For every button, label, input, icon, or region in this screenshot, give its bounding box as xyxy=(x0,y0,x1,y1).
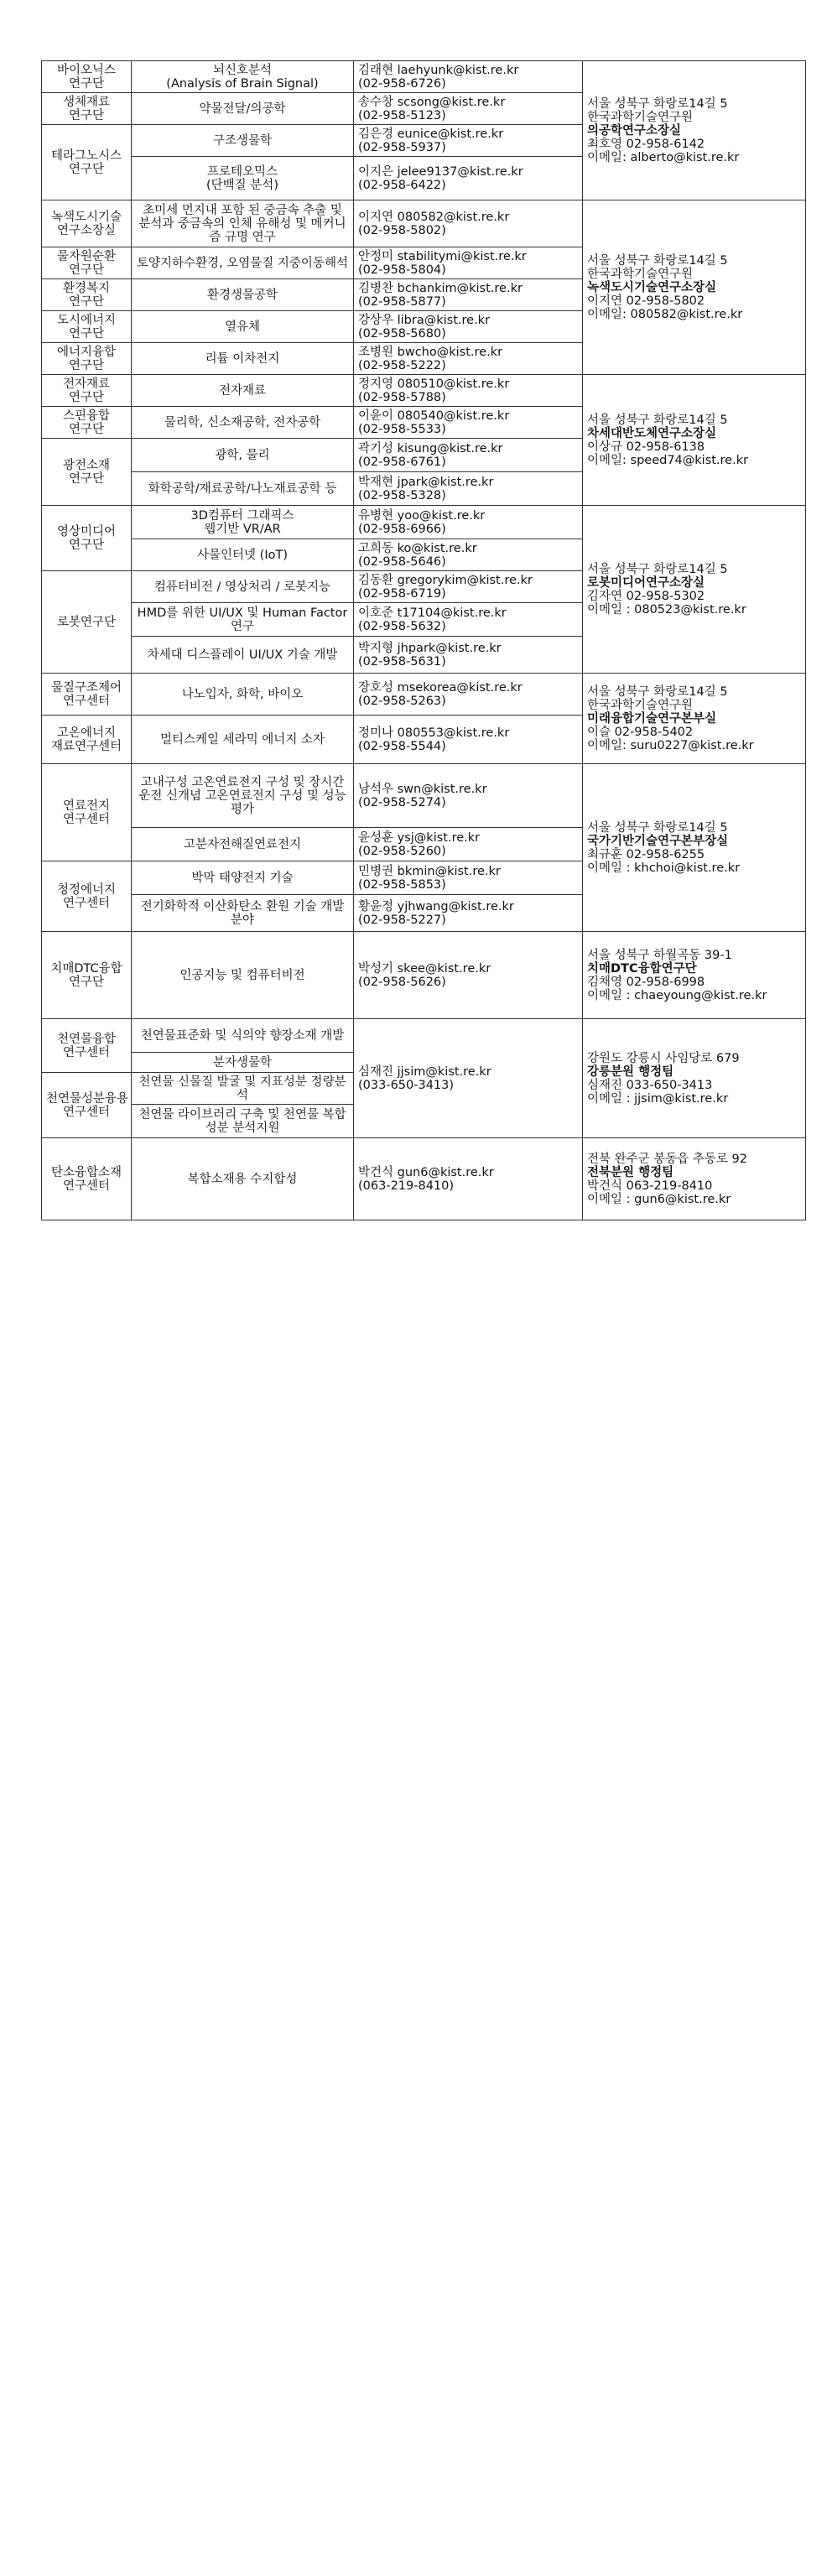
office-contact: 김자연 02-958-5302 xyxy=(587,589,705,603)
research-area-cell xyxy=(132,1105,354,1138)
office-name: 치매DTC융합연구단 xyxy=(587,961,697,976)
dept-name: 도시에너지 연구단 xyxy=(56,313,117,341)
research-area: 컴퓨터비전 / 영상처리 / 로봇지능 xyxy=(153,580,331,594)
research-area-cell xyxy=(132,247,354,279)
office-email[interactable]: 이메일: suru0227@kist.re.kr xyxy=(587,738,754,752)
dept-cell xyxy=(42,571,132,674)
contact-info: 박재현 jpark@kist.re.kr (02-958-5328) xyxy=(358,475,494,502)
dept-cell xyxy=(42,200,132,247)
dept-cell xyxy=(42,247,132,279)
research-area: 광학, 물리 xyxy=(215,448,270,462)
research-area-cell xyxy=(132,539,354,571)
contact-directory-table xyxy=(41,60,806,1220)
contact-cell xyxy=(354,279,583,311)
table-row xyxy=(42,1019,806,1053)
contact-cell xyxy=(354,637,583,674)
research-area: 구조생물학 xyxy=(212,133,273,148)
table-row xyxy=(42,375,806,407)
address-cell xyxy=(583,200,806,375)
address-cell xyxy=(583,674,806,764)
contact-cell xyxy=(354,439,583,472)
contact-info: 이지연 080582@kist.re.kr (02-958-5802) xyxy=(358,210,510,237)
research-area-cell xyxy=(132,439,354,472)
research-area: 사물인터넷 (IoT) xyxy=(197,548,288,562)
research-area: 분자생물학 xyxy=(212,1055,273,1069)
contact-cell xyxy=(354,828,583,861)
dept-name: 바이오닉스 연구단 xyxy=(56,63,117,91)
address-cell xyxy=(583,375,806,506)
contact-cell xyxy=(354,407,583,439)
dept-name: 천연물융합 연구센터 xyxy=(56,1032,117,1059)
address-line: 서울 성북구 화랑로14길 5 xyxy=(587,253,728,268)
research-area-cell xyxy=(132,93,354,125)
research-area-cell xyxy=(132,932,354,1019)
research-area-cell xyxy=(132,716,354,764)
address-cell xyxy=(583,506,806,674)
research-area: 리튬 이차전지 xyxy=(205,351,280,366)
research-area-cell xyxy=(132,61,354,93)
dept-cell xyxy=(42,439,132,506)
office-contact: 최규훈 02-958-6255 xyxy=(587,847,705,861)
dept-cell xyxy=(42,674,132,716)
dept-cell xyxy=(42,279,132,311)
dept-name: 고온에너지 재료연구센터 xyxy=(50,726,122,753)
table-row xyxy=(42,1138,806,1220)
dept-cell xyxy=(42,716,132,764)
research-area: 복합소재용 수지합성 xyxy=(187,1172,298,1186)
research-area: HMD를 위한 UI/UX 및 Human Factor 연구 xyxy=(137,606,348,633)
address-line: 서울 성북구 하월곡동 39-1 xyxy=(587,948,732,962)
office-contact: 김채영 02-958-6998 xyxy=(587,975,705,989)
office-email[interactable]: 이메일 : khchoi@kist.re.kr xyxy=(587,861,741,875)
research-area-cell xyxy=(132,343,354,375)
address-line: 서울 성북구 화랑로14길 5 xyxy=(587,562,728,576)
contact-info: 송수창 scsong@kist.re.kr (02-958-5123) xyxy=(358,95,506,122)
contact-info: 박성기 skee@kist.re.kr (02-958-5626) xyxy=(358,961,491,989)
contact-cell xyxy=(354,1019,583,1138)
contact-cell xyxy=(354,61,583,93)
office-name: 차세대반도체연구소장실 xyxy=(587,426,717,440)
research-area: 3D컴퓨터 그래픽스 웹기반 VR/AR xyxy=(190,508,294,536)
research-area: 멀티스케일 세라믹 에너지 소자 xyxy=(160,732,325,747)
contact-cell xyxy=(354,716,583,764)
contact-info: 김래현 laehyunk@kist.re.kr (02-958-6726) xyxy=(358,63,519,91)
research-area-cell xyxy=(132,1138,354,1220)
office-name: 의공학연구소장실 xyxy=(587,123,682,138)
office-contact: 이지연 02-958-5802 xyxy=(587,294,705,308)
contact-info: 조병원 bwcho@kist.re.kr (02-958-5222) xyxy=(358,345,503,372)
research-area: 천연물표준화 및 식의약 향장소재 개발 xyxy=(140,1028,345,1043)
office-contact: 이상규 02-958-6138 xyxy=(587,440,705,454)
dept-name: 스핀융합 연구단 xyxy=(62,409,111,436)
research-area: 박막 태양전지 기술 xyxy=(191,871,294,885)
dept-cell xyxy=(42,1073,132,1138)
contact-info: 고희동 ko@kist.re.kr (02-958-5646) xyxy=(358,541,477,569)
address-cell xyxy=(583,932,806,1019)
office-email[interactable]: 이메일: speed74@kist.re.kr xyxy=(587,453,749,467)
research-area-cell xyxy=(132,637,354,674)
dept-name: 테라그노시스 연구단 xyxy=(50,148,122,176)
research-area: 뇌신호분석 (Analysis of Brain Signal) xyxy=(166,63,319,91)
address-cell xyxy=(583,1019,806,1138)
research-area: 화학공학/재료공학/나노재료공학 등 xyxy=(148,481,337,496)
office-email[interactable]: 이메일 : 080523@kist.re.kr xyxy=(587,602,746,617)
research-area: 초미세 먼지내 포함 된 중금속 추출 및 분석과 중금속의 인체 유해성 및 메커니즘 규명 연구 xyxy=(138,203,346,244)
contact-info: 김병찬 bchankim@kist.re.kr (02-958-5877) xyxy=(358,281,523,309)
contact-cell xyxy=(354,932,583,1019)
contact-info: 장호성 msekorea@kist.re.kr (02-958-5263) xyxy=(358,680,523,708)
office-contact: 이슬 02-958-5402 xyxy=(587,725,694,739)
research-area: 고내구성 고온연료전지 구성 및 장시간 운전 신개념 고온연료전지 구성 및 성능평가 xyxy=(138,775,346,816)
dept-cell xyxy=(42,506,132,571)
research-area-cell xyxy=(132,1019,354,1053)
office-contact: 박건식 063-219-8410 xyxy=(587,1179,713,1193)
dept-name: 치매DTC융합 연구단 xyxy=(50,961,122,989)
research-area: 프로테오믹스 (단백질 분석) xyxy=(206,164,278,192)
address-cell xyxy=(583,1138,806,1220)
office-email[interactable]: 이메일 : gun6@kist.re.kr xyxy=(587,1192,731,1206)
research-area: 전기화학적 이산화탄소 환원 기술 개발 분야 xyxy=(140,899,345,927)
contact-info: 박지형 jhpark@kist.re.kr (02-958-5631) xyxy=(358,641,502,669)
address-line: 강원도 강릉시 사임당로 679 xyxy=(587,1051,740,1065)
research-area-cell xyxy=(132,311,354,343)
research-area-cell xyxy=(132,279,354,311)
contact-info: 이지은 jelee9137@kist.re.kr (02-958-6422) xyxy=(358,164,523,192)
dept-cell xyxy=(42,93,132,125)
contact-cell xyxy=(354,603,583,637)
table-row xyxy=(42,932,806,1019)
contact-cell xyxy=(354,157,583,200)
dept-cell xyxy=(42,311,132,343)
research-area-cell xyxy=(132,407,354,439)
contact-cell xyxy=(354,895,583,932)
research-area-cell xyxy=(132,157,354,200)
office-name: 로봇미디어연구소장실 xyxy=(587,575,705,590)
dept-name: 청정에너지 연구센터 xyxy=(56,882,117,910)
contact-info: 정지영 080510@kist.re.kr (02-958-5788) xyxy=(358,377,510,404)
dept-name: 에너지융합 연구단 xyxy=(56,345,117,372)
dept-cell xyxy=(42,861,132,932)
dept-cell xyxy=(42,1138,132,1220)
address-line: 서울 성북구 화랑로14길 5 xyxy=(587,820,728,835)
research-area-cell xyxy=(132,506,354,539)
table-row xyxy=(42,506,806,539)
address-line: 서울 성북구 화랑로14길 5 xyxy=(587,96,728,111)
contact-info: 이윤이 080540@kist.re.kr (02-958-5533) xyxy=(358,409,510,436)
contact-cell xyxy=(354,764,583,828)
research-area: 토양지하수환경, 오염물질 지중이동해석 xyxy=(137,256,348,270)
dept-name: 로봇연구단 xyxy=(56,615,117,629)
contact-info: 강상우 libra@kist.re.kr (02-958-5680) xyxy=(358,313,491,341)
address-line: 한국과학기술연구원 xyxy=(587,110,694,124)
dept-cell xyxy=(42,764,132,861)
contact-info: 민병권 bkmin@kist.re.kr (02-958-5853) xyxy=(358,864,501,892)
table-row xyxy=(42,61,806,93)
research-area-cell xyxy=(132,571,354,603)
office-contact: 심재진 033-650-3413 xyxy=(587,1078,713,1092)
contact-cell xyxy=(354,472,583,506)
contact-info: 윤성훈 ysj@kist.re.kr (02-958-5260) xyxy=(358,830,481,858)
dept-cell xyxy=(42,1019,132,1073)
dept-cell xyxy=(42,125,132,200)
contact-cell xyxy=(354,125,583,157)
research-area-cell xyxy=(132,1073,354,1105)
office-email[interactable]: 이메일 : jjsim@kist.re.kr xyxy=(587,1091,729,1106)
dept-name: 녹색도시기술 연구소장실 xyxy=(50,210,122,237)
address-line: 한국과학기술연구원 xyxy=(587,698,694,712)
contact-cell xyxy=(354,539,583,571)
office-name: 전북분원 행정팀 xyxy=(587,1165,674,1179)
table-row xyxy=(42,764,806,828)
office-name: 녹색도시기술연구소장실 xyxy=(587,280,717,294)
contact-info: 안정미 stabilitymi@kist.re.kr (02-958-5804) xyxy=(358,249,527,277)
dept-name: 생체재료 연구단 xyxy=(62,95,111,122)
dept-name: 탄소융합소재 연구센터 xyxy=(50,1165,122,1193)
research-area-cell xyxy=(132,674,354,716)
contact-info: 유병현 yoo@kist.re.kr (02-958-6966) xyxy=(358,508,486,536)
research-area: 나노입자, 화학, 바이오 xyxy=(181,687,304,701)
contact-cell xyxy=(354,375,583,407)
contact-info: 황윤정 yjhwang@kist.re.kr (02-958-5227) xyxy=(358,899,514,927)
research-area-cell xyxy=(132,828,354,861)
contact-cell xyxy=(354,200,583,247)
contact-info: 이호준 t17104@kist.re.kr (02-958-5632) xyxy=(358,606,507,633)
contact-cell xyxy=(354,343,583,375)
dept-cell xyxy=(42,407,132,439)
contact-info: 김동환 gregorykim@kist.re.kr (02-958-6719) xyxy=(358,573,533,601)
contact-cell xyxy=(354,311,583,343)
office-email[interactable]: 이메일: alberto@kist.re.kr xyxy=(587,150,740,164)
research-area: 약물전달/의공학 xyxy=(199,101,286,116)
dept-name: 물자원순환 연구단 xyxy=(56,249,117,277)
office-email[interactable]: 이메일 : chaeyoung@kist.re.kr xyxy=(587,988,767,1002)
dept-name: 광전소재 연구단 xyxy=(62,458,111,486)
contact-cell xyxy=(354,247,583,279)
address-line: 전북 완주군 봉동읍 추동로 92 xyxy=(587,1152,747,1166)
dept-name: 연료전지 연구센터 xyxy=(62,799,111,826)
contact-cell xyxy=(354,571,583,603)
dept-name: 물질구조제어 연구센터 xyxy=(50,680,122,708)
research-area: 천연물 라이브러리 구축 및 천연물 복합성분 분석지원 xyxy=(138,1107,346,1135)
research-area-cell xyxy=(132,472,354,506)
research-area-cell xyxy=(132,861,354,895)
contact-info: 박건식 gun6@kist.re.kr (063-219-8410) xyxy=(358,1165,494,1193)
office-contact: 최호영 02-958-6142 xyxy=(587,137,705,151)
research-area-cell xyxy=(132,603,354,637)
research-area: 고분자전해질연료전지 xyxy=(183,837,302,851)
office-name: 국가기반기술연구본부장실 xyxy=(587,834,729,848)
address-line: 한국과학기술연구원 xyxy=(587,267,694,281)
research-area-cell xyxy=(132,375,354,407)
office-email[interactable]: 이메일: 080582@kist.re.kr xyxy=(587,307,743,321)
research-area-cell xyxy=(132,764,354,828)
research-area-cell xyxy=(132,1053,354,1073)
dept-cell xyxy=(42,343,132,375)
research-area: 차세대 디스플레이 UI/UX 기술 개발 xyxy=(147,648,338,662)
office-name: 미래융합기술연구본부실 xyxy=(587,711,717,726)
contact-cell xyxy=(354,861,583,895)
research-area-cell xyxy=(132,125,354,157)
address-cell xyxy=(583,61,806,200)
research-area: 환경생물공학 xyxy=(206,288,278,302)
dept-name: 영상미디어 연구단 xyxy=(56,524,117,552)
dept-name: 천연물성분융용 연구센터 xyxy=(46,1091,129,1119)
dept-name: 전자재료 연구단 xyxy=(62,377,111,404)
table-row xyxy=(42,200,806,247)
research-area: 인공지능 및 컴퓨터비전 xyxy=(179,968,305,982)
contact-cell xyxy=(354,674,583,716)
contact-info: 김은경 eunice@kist.re.kr (02-958-5937) xyxy=(358,127,504,154)
dept-cell xyxy=(42,375,132,407)
address-cell xyxy=(583,764,806,932)
contact-cell xyxy=(354,1138,583,1220)
research-area: 열유체 xyxy=(224,320,261,334)
research-area: 물리학, 신소재공학, 전자공학 xyxy=(164,415,321,429)
research-area-cell xyxy=(132,200,354,247)
office-name: 강릉분원 행정팀 xyxy=(587,1064,674,1079)
dept-cell xyxy=(42,932,132,1019)
address-line: 서울 성북구 화랑로14길 5 xyxy=(587,684,728,699)
contact-info: 정미나 080553@kist.re.kr (02-958-5544) xyxy=(358,726,510,753)
research-area-cell xyxy=(132,895,354,932)
contact-cell xyxy=(354,93,583,125)
table-row xyxy=(42,674,806,716)
research-area: 천연물 신물질 발굴 및 지표성분 정량분석 xyxy=(138,1075,346,1102)
contact-cell xyxy=(354,506,583,539)
dept-name: 환경복지 연구단 xyxy=(62,281,111,309)
contact-info: 남석우 swn@kist.re.kr (02-958-5274) xyxy=(358,782,487,809)
contact-info: 심재진 jjsim@kist.re.kr (033-650-3413) xyxy=(358,1064,491,1092)
contact-info: 곽기성 kisung@kist.re.kr (02-958-6761) xyxy=(358,441,503,469)
dept-cell xyxy=(42,61,132,93)
address-line: 서울 성북구 화랑로14길 5 xyxy=(587,413,728,427)
research-area: 전자재료 xyxy=(218,383,267,398)
